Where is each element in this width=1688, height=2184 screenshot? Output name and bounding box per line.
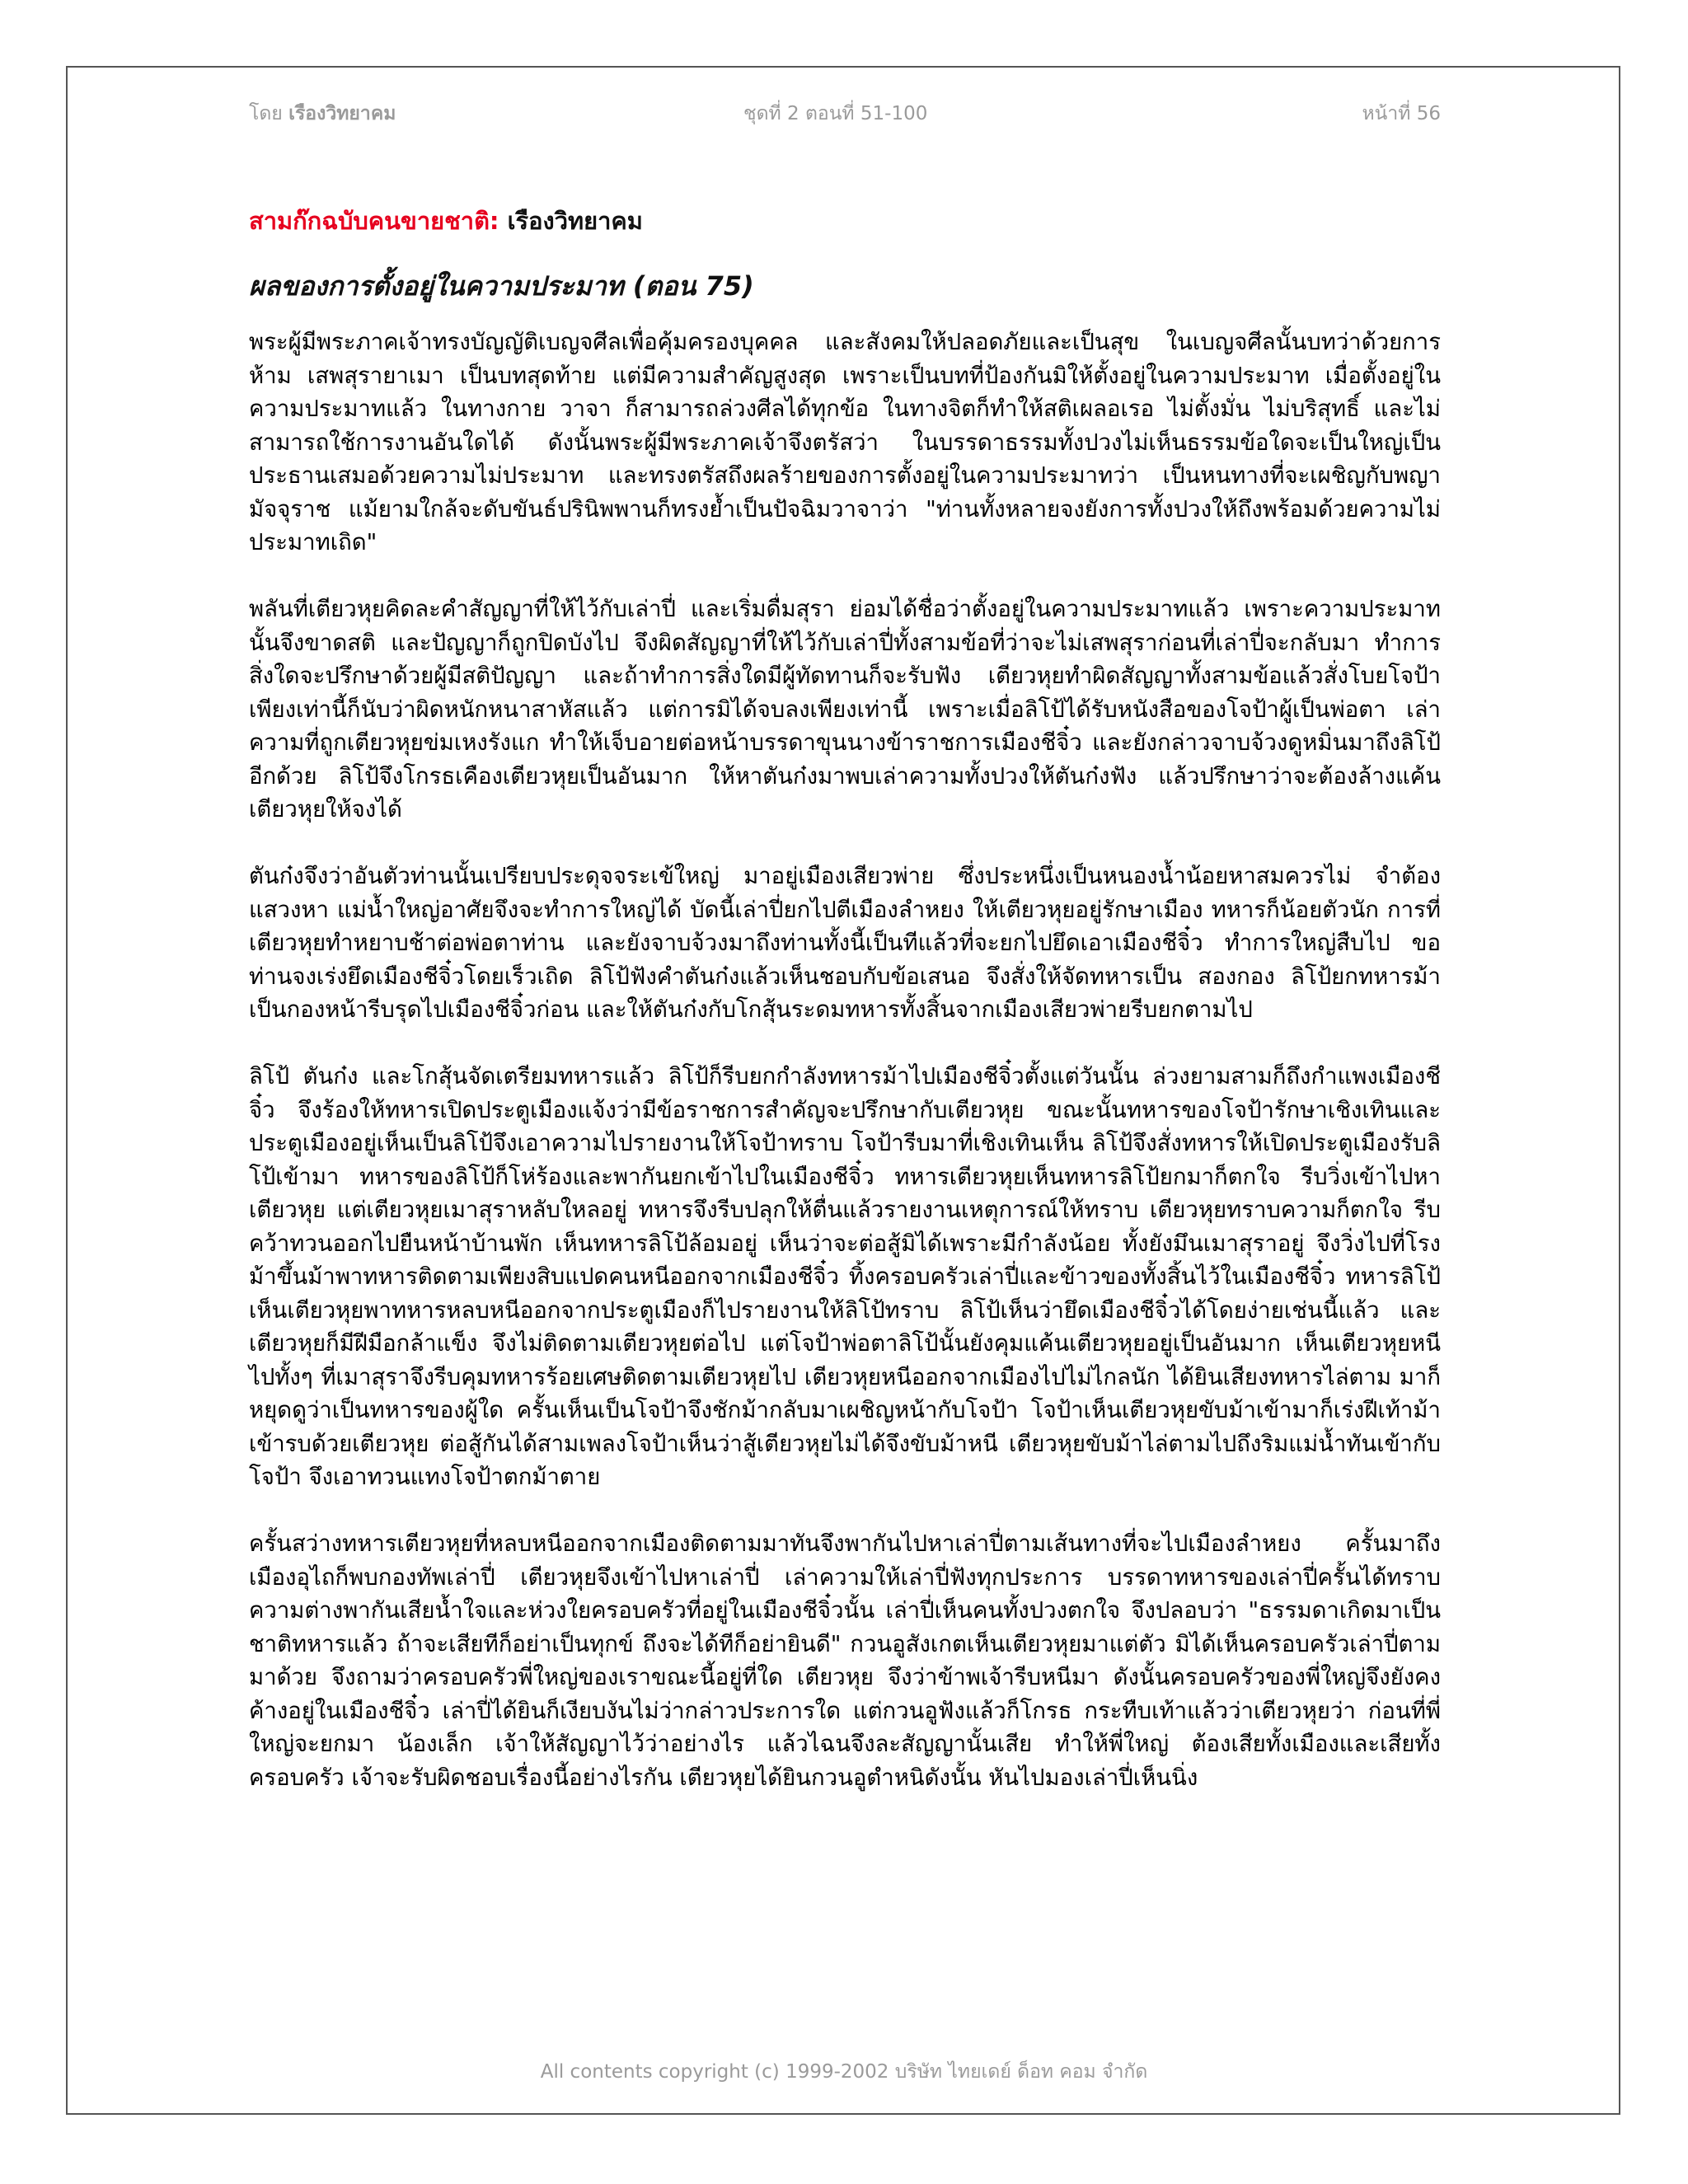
header-author-prefix: โดย xyxy=(249,103,283,124)
header-page-number: หน้าที่ 56 xyxy=(1362,103,1441,124)
article-body xyxy=(249,326,1441,1828)
copyright-footer: All contents copyright (c) 1999-2002 บริษัท ไทยเดย์ ด็อท คอม จำกัด xyxy=(540,2061,1148,2083)
page-header xyxy=(249,99,1441,132)
header-author-name: เรืองวิทยาคม xyxy=(288,103,396,124)
paragraph: ลิโป้ ตันก๋ง และโกสุ้นจัดเตรียมทหารแล้ว ลิโป้ก็รีบยกกำลังทหารม้าไปเมืองชีจิ๋วตั้งแต่วันนั้น ล่วงยามสามก็ถึงกำแพงเมืองชีจิ๋ว จึงร้องให้ทหารเปิดประตูเมืองแจ้งว่ามีข้อราชการสำคัญจะปรึกษากับเตียวหุย ขณะนั้นทหารของโจป้ารักษาเชิงเทินและประตูเมืองอยู่เห็นเป็นลิโป้จึงเอาความไปรายงานให้โจป้าทราบ โจป้ารีบมาที่เชิงเทินเห็น ลิโป้จึงสั่งทหารให้เปิดประตูเมืองรับลิโป้เข้ามา ทหารของลิโป้ก็โห่ร้องและพากันยกเข้าไปในเมืองชีจิ๋ว ทหารเตียวหุยเห็นทหารลิโป้ยกมาก็ตกใจ รีบวิ่งเข้าไปหาเตียวหุย แต่เตียวหุยเมาสุราหลับใหลอยู่ ทหารจึงรีบปลุกให้ตื่นแล้วรายงานเหตุการณ์ให้ทราบ เตียวหุยทราบความก็ตกใจ รีบคว้าทวนออกไปยืนหน้าบ้านพัก เห็นทหารลิโป้ล้อมอยู่ เห็นว่าจะต่อสู้มิได้เพราะมีกำลังน้อย ทั้งยังมึนเมาสุราอยู่ จึงวิ่งไปที่โรงม้าขึ้นม้าพาทหารติดตามเพียงสิบแปดคนหนีออกจากเมืองชีจิ๋ว ทิ้งครอบครัวเล่าปี่และข้าวของทั้งสิ้นไว้ในเมืองชีจิ๋ว ทหารลิโป้เห็นเตียวหุยพาทหารหลบหนีออกจากประตูเมืองก็ไปรายงานให้ลิโป้ทราบ ลิโป้เห็นว่ายึดเมืองชีจิ๋วได้โดยง่ายเช่นนี้แล้ว และเตียวหุยก็มีฝีมือกล้าแข็ง จึงไม่ติดตามเตียวหุยต่อไป แต่โจป้าพ่อตาลิโป้นั้นยังคุมแค้นเตียวหุยอยู่เป็นอันมาก เห็นเตียวหุยหนีไปทั้งๆ ที่เมาสุราจึงรีบคุมทหารร้อยเศษติดตามเตียวหุยไป เตียวหุยหนีออกจากเมืองไปไม่ไกลนัก ได้ยินเสียงทหารไล่ตาม มาก็หยุดดูว่าเป็นทหารของผู้ใด ครั้นเห็นเป็นโจป้าจึงชักม้ากลับมาเผชิญหน้ากับโจป้า โจป้าเห็นเตียวหุยขับม้าเข้ามาก็เร่งฝีเท้าม้าเข้ารบด้วยเตียวหุย ต่อสู้กันได้สามเพลงโจป้าเห็นว่าสู้เตียวหุยไม่ได้จึงขับม้าหนี เตียวหุยขับม้าไล่ตามไปถึงริมแม่น้ำทันเข้ากับโจป้า จึงเอาทวนแทงโจป้าตกม้าตาย xyxy=(249,1063,1441,1490)
paragraph: ตันก๋งจึงว่าอันตัวท่านนั้นเปรียบประดุจจระเข้ใหญ่ มาอยู่เมืองเสียวพ่าย ซึ่งประหนึ่งเป็นหนองน้ำน้อยหาสมควรไม่ จำต้องแสวงหา แม่น้ำใหญ่อาศัยจึงจะทำการใหญ่ได้ บัดนี้เล่าปี่ยกไปตีเมืองลำหยง ให้เตียวหุยอยู่รักษาเมือง ทหารก็น้อยตัวนัก การที่เตียวหุยทำหยาบช้าต่อพ่อตาท่าน และยังจาบจ้วงมาถึงท่านทั้งนี้เป็นทีแล้วที่จะยกไปยึดเอาเมืองชีจิ๋ว ทำการใหญ่สืบไป ขอท่านจงเร่งยึดเมืองชีจิ๋วโดยเร็วเถิด ลิโป้ฟังคำตันก๋งแล้วเห็นชอบกับข้อเสนอ จึงสั่งให้จัดทหารเป็น สองกอง ลิโป้ยกทหารม้าเป็นกองหน้ารีบรุดไปเมืองชีจิ๋วก่อน และให้ตันก๋งกับโกสุ้นระดมทหารทั้งสิ้นจากเมืองเสียวพ่ายรีบยกตามไป xyxy=(249,863,1441,1023)
paragraph: ครั้นสว่างทหารเตียวหุยที่หลบหนีออกจากเมืองติดตามมาทันจึงพากันไปหาเล่าปี่ตามเส้นทางที่จะไปเมืองลำหยง ครั้นมาถึงเมืองอุไถก็พบกองทัพเล่าปี่ เตียวหุยจึงเข้าไปหาเล่าปี่ เล่าความให้เล่าปี่ฟังทุกประการ บรรดาทหารของเล่าปี่ครั้นได้ทราบความต่างพากันเสียน้ำใจและห่วงใยครอบครัวที่อยู่ในเมืองชีจิ๋วนั้น เล่าปี่เห็นคนทั้งปวงตกใจ จึงปลอบว่า "ธรรมดาเกิดมาเป็นชาติทหารแล้ว ถ้าจะเสียทีก็อย่าเป็นทุกข์ ถึงจะได้ทีก็อย่ายินดี" กวนอูสังเกตเห็นเตียวหุยมาแต่ตัว มิได้เห็นครอบครัวเล่าปี่ตาม มาด้วย จึงถามว่าครอบครัวพี่ใหญ่ของเราขณะนี้อยู่ที่ใด เตียวหุย จึงว่าข้าพเจ้ารีบหนีมา ดังนั้นครอบครัวของพี่ใหญ่จึงยังคงค้างอยู่ในเมืองชีจิ๋ว เล่าปี่ได้ยินก็เงียบงันไม่ว่ากล่าวประการใด แต่กวนอูฟังแล้วก็โกรธ กระทืบเท้าแล้วว่าเตียวหุยว่า ก่อนที่พี่ใหญ่จะยกมา น้องเล็ก เจ้าให้สัญญาไว้ว่าอย่างไร แล้วไฉนจึงละสัญญานั้นเสีย ทำให้พี่ใหญ่ ต้องเสียทั้งเมืองและเสียทั้งครอบครัว เจ้าจะรับผิดชอบเรื่องนี้อย่างไรกัน เตียวหุยได้ยินกวนอูตำหนิดังนั้น หันไปมองเล่าปี่เห็นนิ่ง xyxy=(249,1530,1441,1791)
header-author xyxy=(249,99,396,129)
header-series-info: ชุดที่ 2 ตอนที่ 51-100 xyxy=(743,103,928,124)
series-title xyxy=(249,202,643,240)
episode-title: ผลของการตั้งอยู่ในความประมาท (ตอน 75) xyxy=(249,270,754,302)
paragraph: พระผู้มีพระภาคเจ้าทรงบัญญัติเบญจศีลเพื่อคุ้มครองบุคคล และสังคมให้ปลอดภัยและเป็นสุข ในเบญจศีลนั้นบทว่าด้วยการห้าม เสพสุรายาเมา เป็นบทสุดท้าย แต่มีความสำคัญสูงสุด เพราะเป็นบทที่ป้องกันมิให้ตั้งอยู่ในความประมาท เมื่อตั้งอยู่ในความประมาทแล้ว ในทางกาย วาจา ก็สามารถล่วงศีลได้ทุกข้อ ในทางจิตก็ทำให้สติเผลอเรอ ไม่ตั้งมั่น ไม่บริสุทธิ์ และไม่สามารถใช้การงานอันใดได้ ดังนั้นพระผู้มีพระภาคเจ้าจึงตรัสว่า ในบรรดาธรรมทั้งปวงไม่เห็นธรรมข้อใดจะเป็นใหญ่เป็นประธานเสมอด้วยความไม่ประมาท และทรงตรัสถึงผลร้ายของการตั้งอยู่ในความประมาทว่า เป็นหนทางที่จะเผชิญกับพญามัจจุราช แม้ยามใกล้จะดับขันธ์ปรินิพพานก็ทรงย้ำเป็นปัจฉิมวาจาว่า "ท่านทั้งหลายจงยังการทั้งปวงให้ถึงพร้อมด้วยความไม่ประมาทเถิด" xyxy=(249,329,1441,555)
series-author: เรืองวิทยาคม xyxy=(507,207,643,235)
series-title-label: สามก๊กฉบับคนขายชาติ: xyxy=(249,207,499,235)
paragraph: พลันที่เตียวหุยคิดละคำสัญญาที่ให้ไว้กับเล่าปี่ และเริ่มดื่มสุรา ย่อมได้ชื่อว่าตั้งอยู่ในความประมาทแล้ว เพราะความประมาทนั้นจึงขาดสติ และปัญญาก็ถูกปิดบังไป จึงผิดสัญญาที่ให้ไว้กับเล่าปี่ทั้งสามข้อที่ว่าจะไม่เสพสุราก่อนที่เล่าปี่จะกลับมา ทำการสิ่งใดจะปรึกษาด้วยผู้มีสติปัญญา และถ้าทำการสิ่งใดมีผู้ทัดทานก็จะรับฟัง เตียวหุยทำผิดสัญญาทั้งสามข้อแล้วสั่งโบยโจป้า เพียงเท่านี้ก็นับว่าผิดหนักหนาสาหัสแล้ว แต่การมิได้จบลงเพียงเท่านี้ เพราะเมื่อลิโป้ได้รับหนังสือของโจป้าผู้เป็นพ่อตา เล่าความที่ถูกเตียวหุยข่มเหงรังแก ทำให้เจ็บอายต่อหน้าบรรดาขุนนางข้าราชการเมืองชีจิ๋ว และยังกล่าวจาบจ้วงดูหมิ่นมาถึงลิโป้อีกด้วย ลิโป้จึงโกรธเคืองเตียวหุยเป็นอันมาก ให้หาตันก๋งมาพบเล่าความทั้งปวงให้ตันก๋งฟัง แล้วปรึกษาว่าจะต้องล้างแค้นเตียวหุยให้จงได้ xyxy=(249,596,1441,823)
